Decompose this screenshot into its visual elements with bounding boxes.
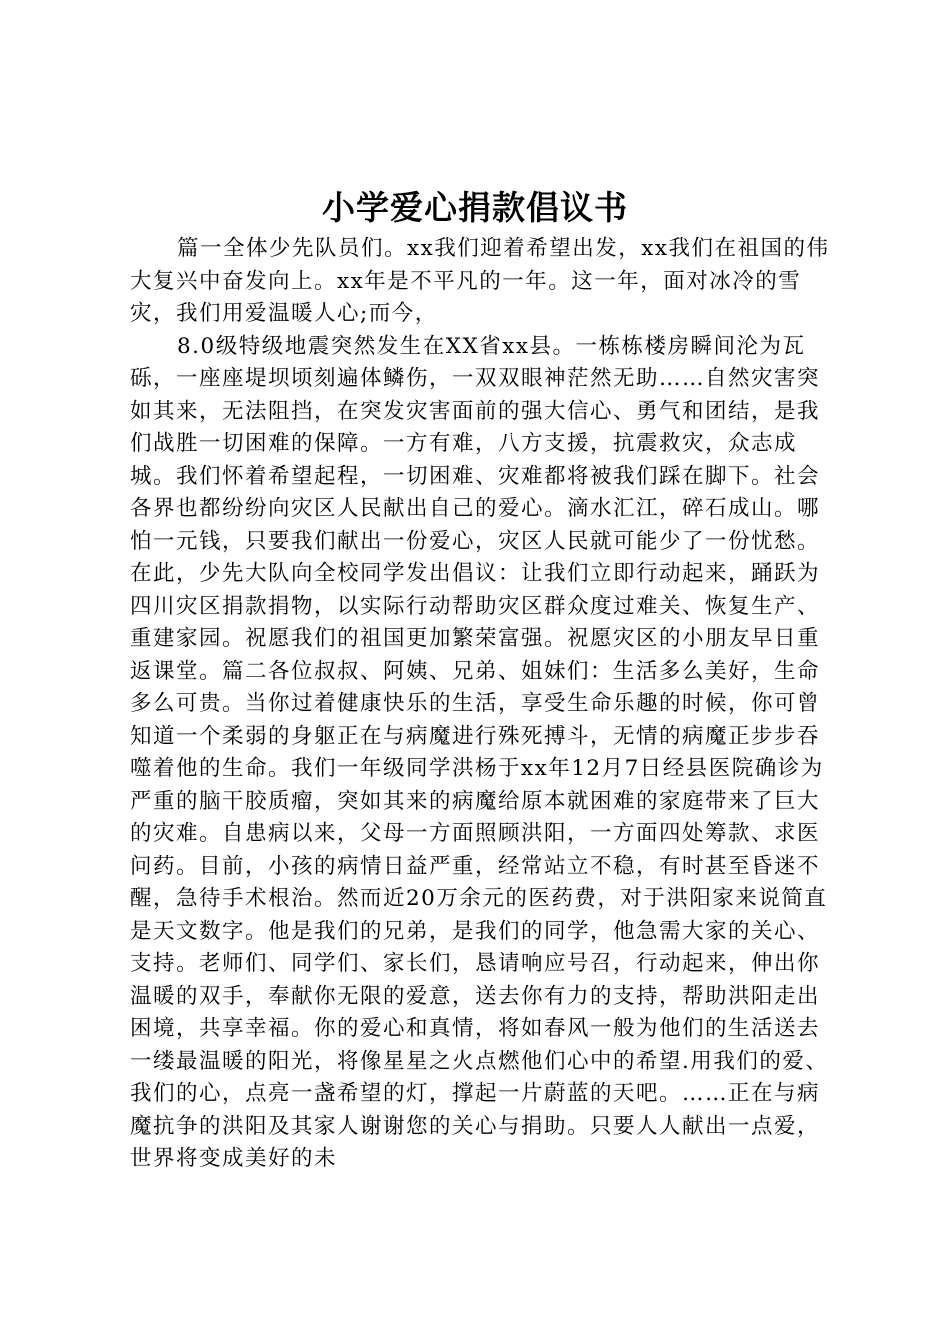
document-title: 小学爱心捐款倡议书 [322,188,628,227]
document-body [130,233,830,1176]
paragraph-2: 8.0级特级地震突然发生在XX省xx县。一栋栋楼房瞬间沦为瓦砾，一座座堤坝顷刻遍体鳞伤，一双双眼神茫然无助……自然灾害突如其来，无法阻挡，在突发灾害面前的强大信心、勇气和团结，是我们战胜一切困难的保障。一方有难，八方支援，抗震救灾，众志成城。我们怀着希望起程，一切困难、灾难都将被我们踩在脚下。社会各界也都纷纷向灾区人民献出自己的爱心。滴水汇江，碎石成山。哪怕一元钱，只要我们献出一份爱心，灾区人民就可能少了一份忧愁。在此，少先大队向全校同学发出倡议：让我们立即行动起来，踊跃为四川灾区捐款捐物，以实际行动帮助灾区群众度过难关、恢复生产、重建家园。祝愿我们的祖国更加繁荣富强。祝愿灾区的小朋友早日重返课堂。篇二各位叔叔、阿姨、兄弟、姐妹们：生活多么美好，生命多么可贵。当你过着健康快乐的生活，享受生命乐趣的时候，你可曾知道一个柔弱的身躯正在与病魔进行殊死搏斗，无情的病魔正步步吞噬着他的生命。我们一年级同学洪杨于xx年12月7日经县医院确诊为严重的脑干胶质瘤，突如其来的病魔给原本就困难的家庭带来了巨大的灾难。自患病以来，父母一方面照顾洪阳，一方面四处筹款、求医问药。目前，小孩的病情日益严重，经常站立不稳，有时甚至昏迷不醒，急待手术根治。然而近20万余元的医药费，对于洪阳家来说简直是天文数字。他是我们的兄弟，是我们的同学，他急需大家的关心、支持。老师们、同学们、家长们，恳请响应号召，行动起来，伸出你温暖的双手，奉献你无限的爱意，送去你有力的支持，帮助洪阳走出困境，共享幸福。你的爱心和真情，将如春风一般为他们的生活送去一缕最温暖的阳光，将像星星之火点燃他们心中的希望.用我们的爱、我们的心，点亮一盏希望的灯，撑起一片蔚蓝的天吧。……正在与病魔抗争的洪阳及其家人谢谢您的关心与捐助。只要人人献出一点爱，世界将变成美好的未 [130,333,829,1171]
paragraph-1: 篇一全体少先队员们。xx我们迎着希望出发，xx我们在祖国的伟大复兴中奋发向上。xx年是不平凡的一年。这一年，面对冰冷的雪灾，我们用爱温暖人心;而今， [130,236,830,326]
